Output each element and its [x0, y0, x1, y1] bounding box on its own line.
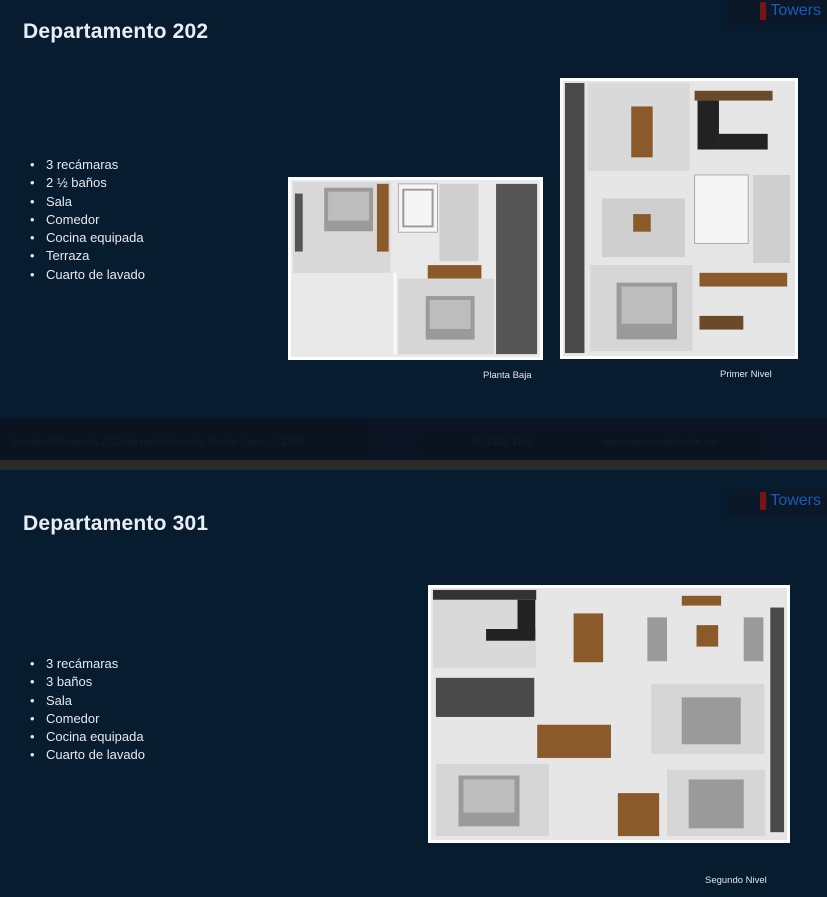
feature-item: • 2 ½ baños [30, 174, 145, 192]
redaction-mark [418, 428, 763, 458]
logo-mark-icon [760, 492, 766, 510]
slide-title: Departamento 301 [23, 512, 209, 535]
floor-plan-segundo-nivel [428, 585, 790, 843]
brand-logo [727, 0, 827, 26]
feature-item: • Cocina equipada [30, 229, 145, 247]
feature-item: • Sala [30, 692, 145, 710]
feature-item: • Terraza [30, 247, 145, 265]
feature-item: • Sala [30, 193, 145, 211]
feature-item: • Cocina equipada [30, 728, 145, 746]
floor-plan-primer-nivel [560, 78, 798, 359]
redaction-mark [0, 420, 372, 462]
floor-plan-drawing [291, 180, 540, 357]
feature-item: • Comedor [30, 710, 145, 728]
floor-plan-drawing [431, 588, 787, 840]
plan-caption: Primer Nivel [720, 369, 772, 380]
feature-item: • Cuarto de lavado [30, 266, 145, 284]
feature-item: • 3 recámaras [30, 655, 145, 673]
floor-plan-drawing [563, 81, 795, 356]
feature-list [30, 156, 145, 284]
plan-caption: Planta Baja [483, 370, 532, 381]
feature-item: • Comedor [30, 211, 145, 229]
feature-list [30, 655, 145, 765]
feature-item: • 3 baños [30, 673, 145, 691]
feature-item: • 3 recámaras [30, 156, 145, 174]
logo-mark-icon [760, 2, 766, 20]
brand-name: Towers [770, 2, 821, 19]
slide-divider [0, 460, 827, 470]
slide-departamento-301 [0, 470, 827, 897]
brand-name: Towers [770, 492, 821, 509]
brand-logo [727, 490, 827, 516]
floor-plan-planta-baja [288, 177, 543, 360]
feature-item: • Cuarto de lavado [30, 746, 145, 764]
slide-title: Departamento 202 [23, 20, 209, 43]
plan-caption: Segundo Nivel [705, 875, 767, 886]
